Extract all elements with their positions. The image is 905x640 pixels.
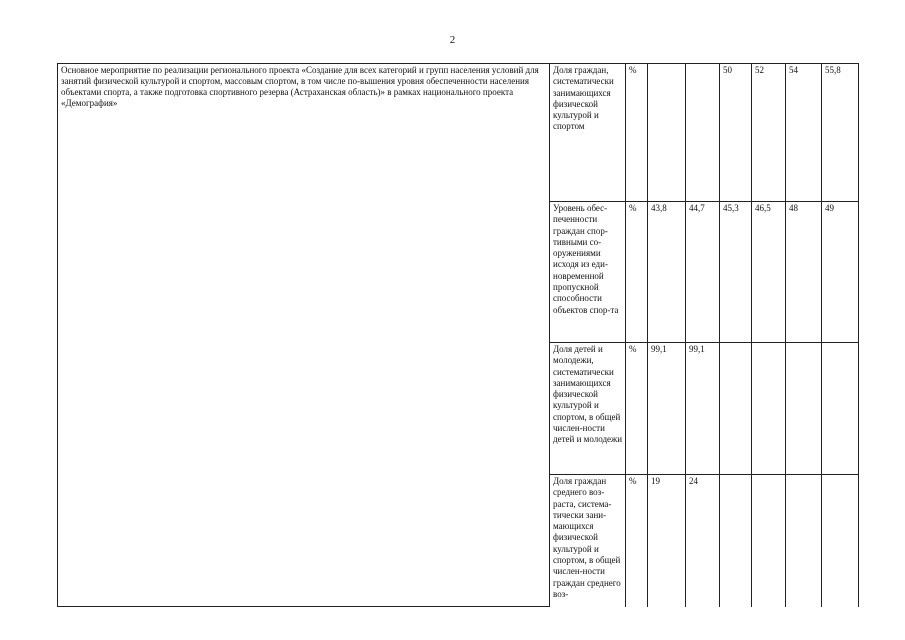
value-cell: 43,8: [648, 202, 686, 343]
value-cell: [786, 343, 822, 475]
value-cell: 50: [720, 64, 752, 202]
value-cell: [822, 343, 859, 475]
value-cell: 54: [786, 64, 822, 202]
event-description: Основное мероприятие по реализации регионального проекта «Создание для всех категорий и групп населения условий для занятий физической культурой и спортом, массовым спортом, в том числе по-вышения уровня обеспеченности населения объектами спорта, а также подготовка спортивного резерва (Астраханская область)» в рамках национального проекта «Демография»: [58, 64, 550, 607]
value-cell: [720, 343, 752, 475]
value-cell: 24: [686, 475, 720, 607]
unit-cell: %: [626, 202, 648, 343]
value-cell: [752, 475, 786, 607]
unit-cell: %: [626, 475, 648, 607]
value-cell: [752, 343, 786, 475]
table-row: [58, 64, 859, 202]
value-cell: 44,7: [686, 202, 720, 343]
value-cell: [686, 64, 720, 202]
unit-cell: %: [626, 343, 648, 475]
value-cell: 46,5: [752, 202, 786, 343]
indicator-name: Доля граждан среднего воз-раста, система-тически зани-мающихся физической культурой и спортом, в общей числен-ности граждан среднего воз-: [550, 475, 626, 607]
indicator-name: Доля детей и молодежи, систематически занимающихся физической культурой и спортом, в общей числен-ности детей и молодежи: [550, 343, 626, 475]
value-cell: 99,1: [648, 343, 686, 475]
value-cell: 45,3: [720, 202, 752, 343]
value-cell: 52: [752, 64, 786, 202]
value-cell: [786, 475, 822, 607]
value-cell: [720, 475, 752, 607]
value-cell: 55,8: [822, 64, 859, 202]
indicator-name: Доля граждан, систематически занимающихся физической культурой и спортом: [550, 64, 626, 202]
value-cell: [822, 475, 859, 607]
indicators-table: [57, 63, 859, 607]
value-cell: [648, 64, 686, 202]
page-number: 2: [449, 34, 456, 46]
value-cell: 19: [648, 475, 686, 607]
value-cell: 49: [822, 202, 859, 343]
indicator-name: Уровень обес-печенности граждан спор-тивными со-оружениями исходя из еди-новременной пропускной способности объектов спор-та: [550, 202, 626, 343]
unit-cell: %: [626, 64, 648, 202]
value-cell: 48: [786, 202, 822, 343]
value-cell: 99,1: [686, 343, 720, 475]
